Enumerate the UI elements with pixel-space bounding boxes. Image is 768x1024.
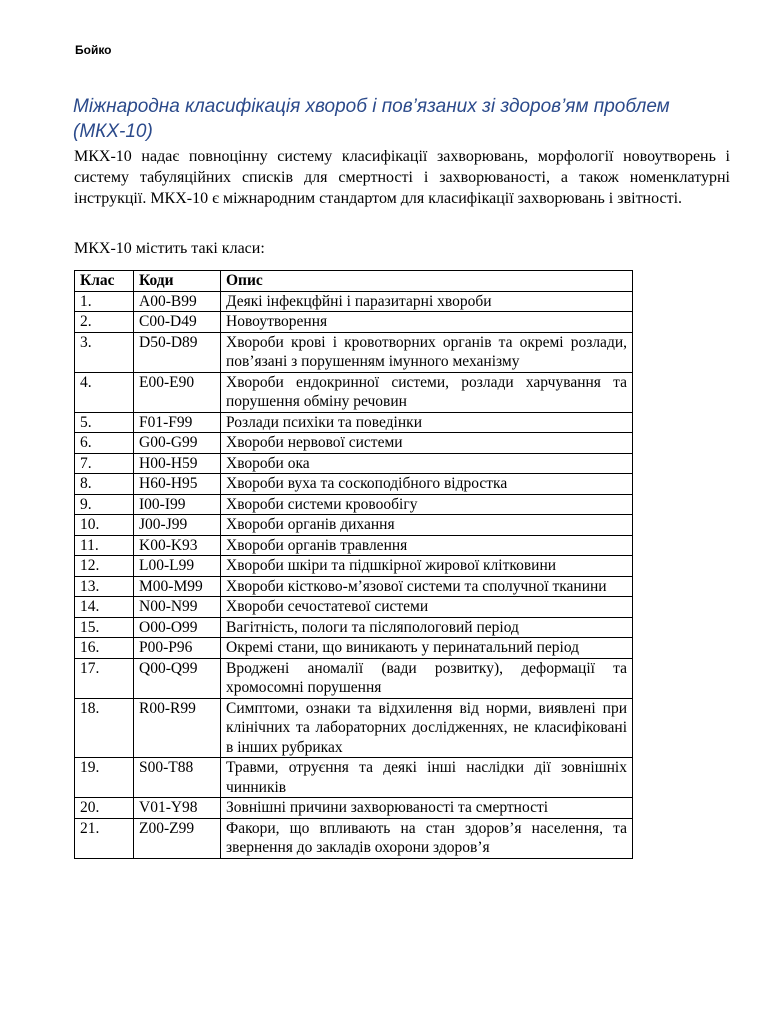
row-description: Хвороби нервової системи — [221, 433, 633, 454]
row-description: Хвороби ендокринної системи, розлади харчування та порушення обміну речовин — [221, 372, 633, 412]
row-code-range: J00-J99 — [134, 515, 221, 536]
table-row — [75, 312, 633, 333]
row-description: Хвороби органів дихання — [221, 515, 633, 536]
row-class-number: 17. — [75, 658, 134, 698]
row-class-number: 1. — [75, 291, 134, 312]
header-class: Клас — [75, 271, 134, 292]
row-code-range: I00-I99 — [134, 494, 221, 515]
row-class-number: 12. — [75, 556, 134, 577]
table-row — [75, 412, 633, 433]
table-row — [75, 818, 633, 858]
row-code-range: H00-H59 — [134, 453, 221, 474]
row-description: Хвороби крові і кровотворних органів та окремі розлади, пов’язані з порушенням імунного механізму — [221, 332, 633, 372]
row-description: Деякі інфекцфйні і паразитарні хвороби — [221, 291, 633, 312]
row-class-number: 20. — [75, 798, 134, 819]
header-codes: Коди — [134, 271, 221, 292]
row-code-range: A00-B99 — [134, 291, 221, 312]
row-code-range: K00-K93 — [134, 535, 221, 556]
row-code-range: N00-N99 — [134, 597, 221, 618]
table-row — [75, 576, 633, 597]
header-description: Опис — [221, 271, 633, 292]
row-class-number: 21. — [75, 818, 134, 858]
table-row — [75, 638, 633, 659]
row-class-number: 2. — [75, 312, 134, 333]
table-row — [75, 698, 633, 758]
intro-paragraph: МКХ-10 надає повноцінну систему класифікації захворювань, морфології новоутворень і систему табуляційних списків для смертності і захворюваності, а також номенклатурні інструкції. МКХ-10 є міжнародним стандартом для класифікації захворювань і звітності. — [74, 148, 730, 207]
row-class-number: 15. — [75, 617, 134, 638]
row-code-range: R00-R99 — [134, 698, 221, 758]
section-heading: Міжнародна класифікація хвороб і пов’язаних зі здоров’ям проблем (МКХ-10) — [73, 96, 670, 142]
row-class-number: 3. — [75, 332, 134, 372]
row-description: Вроджені аномалії (вади розвитку), деформації та хромосомні порушення — [221, 658, 633, 698]
row-description: Хвороби вуха та соскоподібного відростка — [221, 474, 633, 495]
table-row — [75, 535, 633, 556]
table-row — [75, 556, 633, 577]
table-row — [75, 291, 633, 312]
row-description: Окремі стани, що виникають у перинатальний період — [221, 638, 633, 659]
row-description: Хвороби ока — [221, 453, 633, 474]
table-row — [75, 658, 633, 698]
row-class-number: 14. — [75, 597, 134, 618]
row-class-number: 13. — [75, 576, 134, 597]
row-description: Факори, що впливають на стан здоров’я населення, та звернення до закладів охорони здоров’я — [221, 818, 633, 858]
row-description: Зовнішні причини захворюваності та смертності — [221, 798, 633, 819]
row-code-range: H60-H95 — [134, 474, 221, 495]
row-description: Симптоми, ознаки та відхилення від норми, виявлені при клінічних та лабораторних дослідженнях, не класифіковані в інших рубриках — [221, 698, 633, 758]
row-code-range: P00-P96 — [134, 638, 221, 659]
row-class-number: 6. — [75, 433, 134, 454]
row-code-range: F01-F99 — [134, 412, 221, 433]
row-description: Розлади психіки та поведінки — [221, 412, 633, 433]
table-lead-text: МКХ-10 містить такі класи: — [74, 240, 265, 257]
table-row — [75, 617, 633, 638]
row-code-range: S00-T88 — [134, 758, 221, 798]
row-class-number: 5. — [75, 412, 134, 433]
row-description: Хвороби системи кровообігу — [221, 494, 633, 515]
row-description: Хвороби органів травлення — [221, 535, 633, 556]
table-row — [75, 798, 633, 819]
row-description: Хвороби сечостатевої системи — [221, 597, 633, 618]
row-class-number: 10. — [75, 515, 134, 536]
row-code-range: V01-Y98 — [134, 798, 221, 819]
row-code-range: M00-M99 — [134, 576, 221, 597]
table-header-row — [75, 271, 633, 292]
table-row — [75, 597, 633, 618]
row-class-number: 9. — [75, 494, 134, 515]
table-row — [75, 453, 633, 474]
row-code-range: O00-O99 — [134, 617, 221, 638]
table-row — [75, 758, 633, 798]
row-description: Хвороби кістково-м’язової системи та сполучної тканини — [221, 576, 633, 597]
row-description: Травми, отруєння та деякі інші наслідки дії зовнішніх чинників — [221, 758, 633, 798]
icd-classes-table — [74, 270, 633, 859]
row-code-range: Z00-Z99 — [134, 818, 221, 858]
row-code-range: Q00-Q99 — [134, 658, 221, 698]
row-class-number: 8. — [75, 474, 134, 495]
row-class-number: 19. — [75, 758, 134, 798]
row-code-range: E00-E90 — [134, 372, 221, 412]
row-code-range: D50-D89 — [134, 332, 221, 372]
table-body — [75, 291, 633, 858]
row-class-number: 16. — [75, 638, 134, 659]
table-row — [75, 474, 633, 495]
table-row — [75, 494, 633, 515]
row-class-number: 11. — [75, 535, 134, 556]
table-row — [75, 433, 633, 454]
row-code-range: G00-G99 — [134, 433, 221, 454]
row-description: Новоутворення — [221, 312, 633, 333]
table-row — [75, 372, 633, 412]
row-code-range: C00-D49 — [134, 312, 221, 333]
row-class-number: 7. — [75, 453, 134, 474]
author-name: Бойко — [75, 43, 112, 57]
row-class-number: 4. — [75, 372, 134, 412]
row-code-range: L00-L99 — [134, 556, 221, 577]
row-class-number: 18. — [75, 698, 134, 758]
row-description: Вагітність, пологи та післяпологовий період — [221, 617, 633, 638]
table-row — [75, 332, 633, 372]
table-row — [75, 515, 633, 536]
row-description: Хвороби шкіри та підшкірної жирової клітковини — [221, 556, 633, 577]
